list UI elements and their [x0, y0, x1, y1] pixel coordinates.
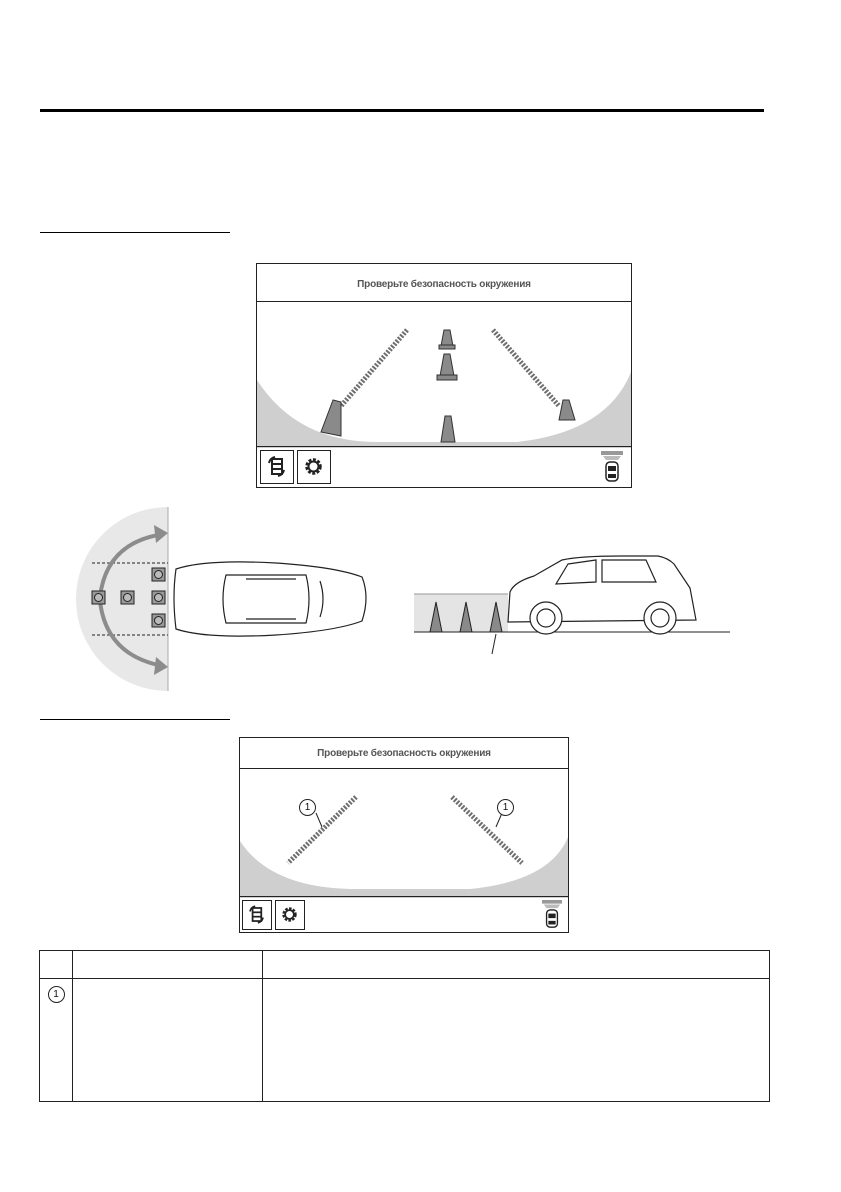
header-marker	[40, 951, 73, 979]
header-description	[263, 951, 770, 979]
rear-camera-view-guides	[240, 769, 568, 898]
screen-title: Проверьте безопасность окружения	[317, 748, 491, 759]
cone-near-left	[321, 400, 341, 436]
settings-button[interactable]	[297, 450, 331, 484]
camera-screen-bottom	[239, 737, 569, 933]
camera-switch-icon	[243, 901, 270, 928]
gear-icon	[298, 451, 329, 482]
gear-icon	[276, 901, 303, 928]
suv-side-view	[508, 556, 696, 634]
settings-button[interactable]	[275, 900, 305, 930]
cone-mid	[437, 354, 457, 380]
car-overhead-icon[interactable]	[542, 900, 562, 929]
header-rule	[40, 109, 764, 112]
cone-near-right	[559, 400, 575, 420]
callout-number: 1	[502, 802, 509, 813]
side-detection-diagram	[410, 548, 732, 660]
cone-near-center	[441, 416, 455, 442]
callout-marker-right	[497, 799, 514, 816]
table-header-row	[40, 951, 770, 979]
car-overhead-icon[interactable]	[601, 451, 623, 483]
ground-area	[240, 837, 568, 898]
row-name-cell	[73, 979, 263, 1102]
row-description-cell	[263, 979, 770, 1102]
section-rule-1	[40, 232, 230, 233]
callout-leader	[492, 634, 496, 654]
row-marker-cell	[40, 979, 73, 1102]
callout-marker	[48, 986, 65, 1003]
screen-toolbar	[257, 446, 631, 487]
camera-switch-icon	[261, 451, 292, 482]
screen-title: Проверьте безопасность окружения	[357, 279, 531, 290]
view-switch-button[interactable]	[242, 900, 272, 930]
callout-marker-left	[299, 799, 316, 816]
guide-line-left	[341, 330, 407, 406]
callout-number: 1	[53, 989, 59, 1000]
section-rule-2	[40, 719, 230, 720]
car-top-view	[174, 562, 366, 636]
rear-camera-view	[257, 302, 631, 448]
guide-line-right	[493, 330, 559, 406]
screen-toolbar	[240, 896, 568, 932]
callout-number: 1	[304, 802, 311, 813]
table-row	[40, 979, 770, 1102]
view-switch-button[interactable]	[260, 450, 294, 484]
overhead-detection-diagram	[76, 505, 368, 693]
camera-screen-top	[256, 263, 632, 488]
cone-far	[439, 330, 455, 349]
legend-table	[39, 950, 770, 1102]
header-name	[73, 951, 263, 979]
